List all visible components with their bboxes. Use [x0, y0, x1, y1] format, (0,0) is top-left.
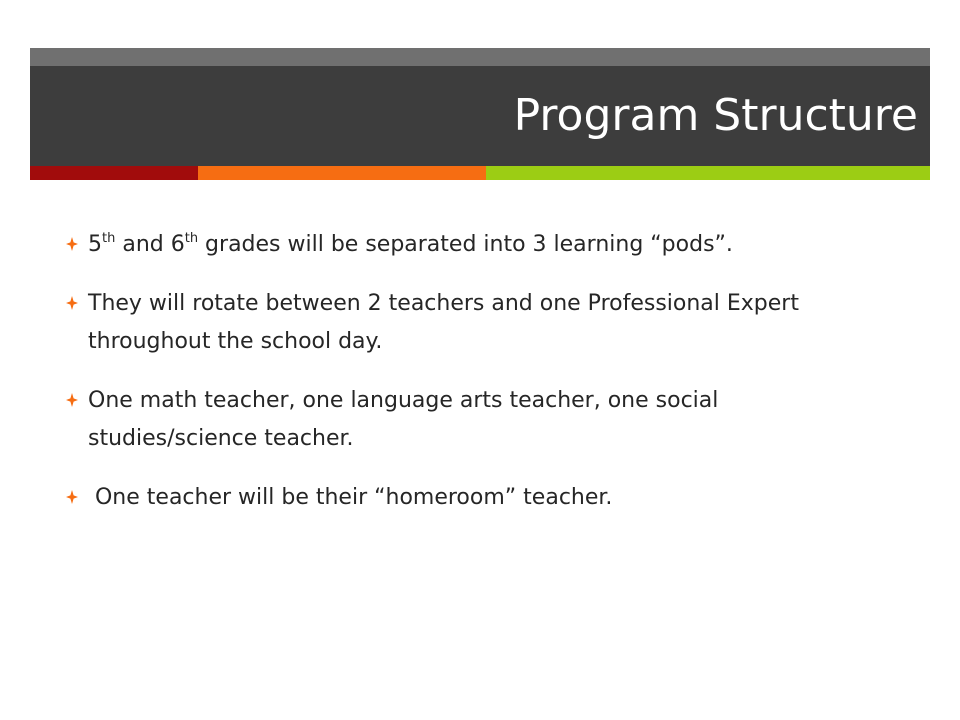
bullet-item — [74, 285, 874, 361]
bullet-text-rest: grades will be separated into 3 learning “pods”. — [198, 232, 733, 257]
accent-stripe-green — [486, 166, 930, 180]
bullet-item — [74, 382, 874, 458]
ordinal-suffix: th — [184, 231, 199, 246]
ordinal-suffix: th — [102, 231, 116, 246]
bullet-text: One math teacher, one language arts teacher, one social studies/science teacher. — [88, 388, 719, 451]
accent-stripe-orange — [198, 166, 486, 180]
title-bar — [30, 66, 930, 166]
bullet-list — [74, 226, 874, 538]
bullet-text: One teacher will be their “homeroom” teacher. — [88, 485, 613, 510]
grade-number-6: and 6 — [115, 232, 185, 257]
accent-stripe — [30, 166, 930, 180]
bullet-item — [74, 479, 874, 517]
four-pointed-star-icon — [66, 237, 78, 251]
bullet-item — [74, 226, 874, 264]
four-pointed-star-icon — [66, 490, 78, 504]
four-pointed-star-icon — [66, 393, 78, 407]
grade-number-5: 5 — [88, 232, 102, 257]
accent-stripe-red — [30, 166, 198, 180]
four-pointed-star-icon — [66, 296, 78, 310]
bullet-text: They will rotate between 2 teachers and one Professional Expert throughout the school day. — [88, 291, 799, 354]
slide-title: Program Structure — [513, 90, 918, 141]
title-top-strip — [30, 48, 930, 66]
bullet-text — [88, 232, 733, 257]
